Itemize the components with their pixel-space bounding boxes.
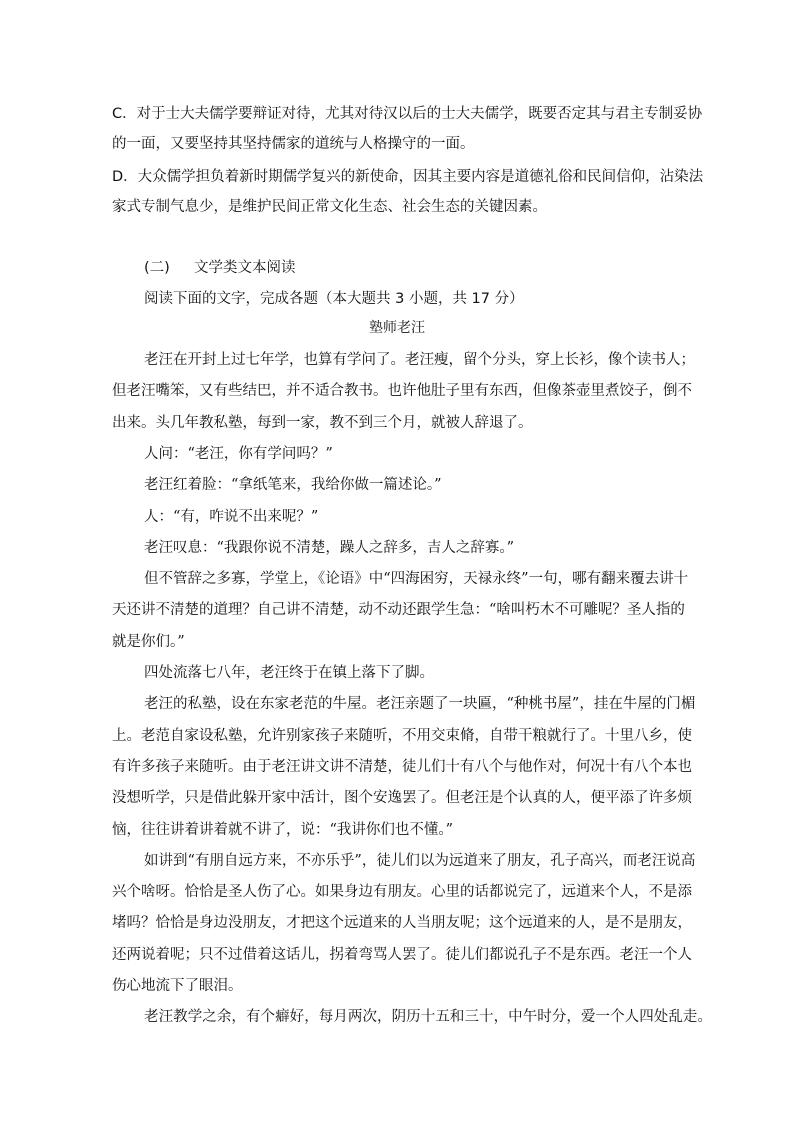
- section-instruction: 阅读下面的文字，完成各题（本大题共 3 小题，共 17 分）: [144, 291, 524, 307]
- story-line: 老汪叹息：“我跟你说不清楚，躁人之辞多，吉人之辞寡。”: [144, 540, 515, 556]
- option-c-line-2: 的一面，又要坚持其坚持儒家的道统与人格操守的一面。: [112, 136, 475, 152]
- story-line: 老汪的私塾，设在东家老范的牛屋。老汪亲题了一块匾，“种桃书屋”，挂在牛屋的门楣: [144, 696, 696, 712]
- story-line: 恼，往往讲着讲着就不讲了，说：“我讲你们也不懂。”: [112, 822, 454, 838]
- story-line: 兴个啥呀。恰恰是圣人伤了心。如果身边有朋友。心里的话都说完了，远道来个人，不是添: [112, 884, 692, 900]
- option-d-line-1: D．大众儒学担负着新时期儒学复兴的新使命，因其主要内容是道德礼俗和民间信仰，沾染法: [112, 169, 704, 185]
- story-line: 但不管辞之多寡，学堂上，《论语》中“四海困穷，天禄永终”一句，哪有翻来覆去讲十: [144, 571, 689, 587]
- story-line: 但老汪嘴笨，又有些结巴，并不适合教书。也许他肚子里有东西，但像茶壶里煮饺子，倒不: [112, 383, 692, 399]
- story-line: 老汪教学之余，有个癖好，每月两次，阴历十五和三十，中午时分，爱一个人四处乱走。: [144, 1009, 712, 1025]
- story-line: 伤心地流下了眼泪。: [112, 978, 243, 994]
- story-line: 老汪在开封上过七年学，也算有学问了。老汪瘦，留个分头，穿上长衫，像个读书人；: [144, 352, 695, 368]
- section-number: (二): [144, 260, 170, 276]
- story-title: 塾师老汪: [369, 320, 425, 336]
- story-line: 天还讲不清楚的道理？自己讲不清楚，动不动还跟学生急：“啥叫朽木不可雕呢？圣人指的: [112, 602, 685, 618]
- story-line: 人问：“老汪，你有学问吗？”: [144, 446, 333, 462]
- story-line: 没想听学，只是借此躲开家中活计，图个安逸罢了。但老汪是个认真的人，便平添了许多烦: [112, 790, 692, 806]
- story-line: 如讲到“有朋自远方来，不亦乐乎”，徒儿们以为远道来了朋友，孔子高兴，而老汪说高: [144, 853, 696, 869]
- story-line: 有许多孩子来随听。由于老汪讲文讲不清楚，徒儿们十有八个与他作对，何况十有八个本也: [112, 759, 692, 775]
- option-c-line-1: C．对于士大夫儒学要辩证对待，尤其对待汉以后的士大夫儒学，既要否定其与君主专制妥协: [112, 106, 703, 122]
- story-line: 出来。头几年教私塾，每到一家，教不到三个月，就被人辞退了。: [112, 415, 533, 431]
- story-line: 堵吗？恰恰是身边没朋友，才把这个远道来的人当朋友呢；这个远道来的人，是不是朋友，: [112, 915, 692, 931]
- story-line: 上。老范自家设私塾，允许别家孩子来随听，不用交束脩，自带干粮就行了。十里八乡，使: [112, 728, 692, 744]
- story-line: 就是你们。”: [112, 634, 185, 650]
- section-name: 文学类文本阅读: [194, 260, 296, 276]
- option-d-line-2: 家式专制气息少，是维护民间正常文化生态、社会生态的关键因素。: [112, 199, 547, 215]
- story-line: 还两说着呢；只不过借着这话儿，拐着弯骂人罢了。徒儿们都说孔子不是东西。老汪一个人: [112, 947, 692, 963]
- story-line: 人：“有，咋说不出来呢？”: [144, 509, 319, 525]
- story-line: 四处流落七八年，老汪终于在镇上落下了脚。: [144, 665, 434, 681]
- story-line: 老汪红着脸：“拿纸笔来，我给你做一篇述论。”: [144, 477, 442, 493]
- section-heading: [144, 258, 296, 278]
